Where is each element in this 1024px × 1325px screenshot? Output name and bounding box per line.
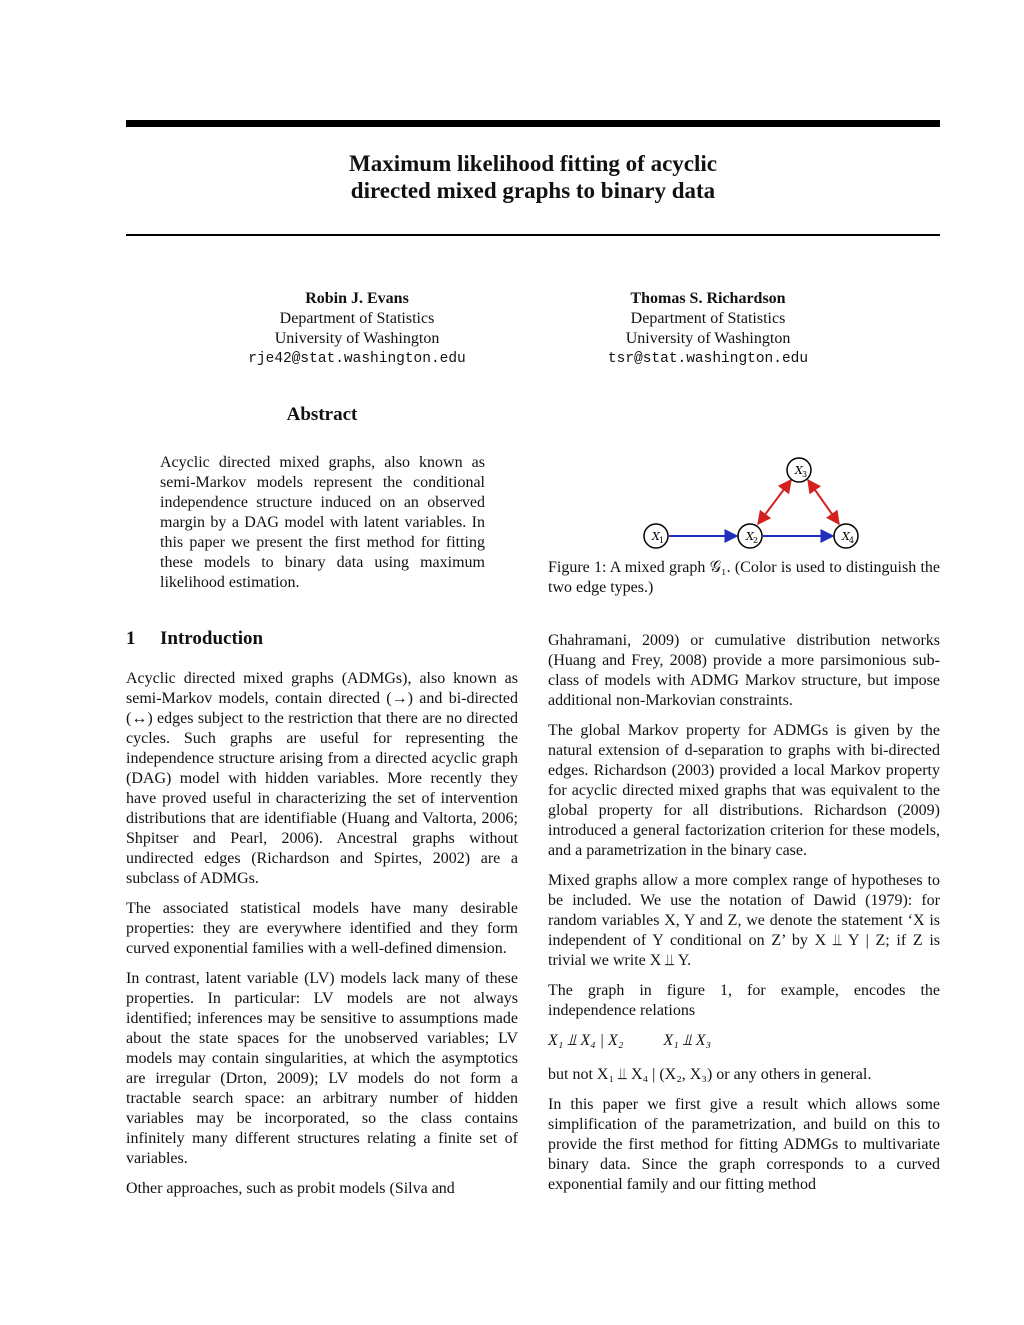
paragraph: In contrast, latent variable (LV) models lack many of these properties. In particular: LV models are not always identified; inferences may be sensitive to assumptions made about the state spaces for the unobserved variables; LV models may contain singularities, at which the asymptotics are irregular (Drton, 2009); LV models do not form a tractable search space: an arbitrary number of hidden variables may be incorporated, so the class contains infinitely many different structures relating a finite set of variables. [126,970,518,1167]
node-x4 [834,524,858,548]
author-block-evans [187,289,527,369]
right-column [548,631,940,1205]
author-email[interactable]: rje42@stat.washington.edu [248,351,466,367]
svg-text:3: 3 [802,470,808,479]
left-column [126,669,518,1209]
figure-1 [548,450,940,600]
section-number: 1 [126,628,136,649]
node-x1 [644,524,668,548]
author-university: University of Washington [625,330,791,347]
figure-caption: Figure 1: A mixed graph 𝒢₁. (Color is used to distinguish the two edge types.) [548,559,940,596]
author-university: University of Washington [274,330,440,347]
section-title: Introduction [160,628,264,649]
paragraph: In this paper we first give a result which allows some simplification of the parametrization, and build on this to provide the first method for fitting ADMGs to multivariate binary data. Since the graph corresponds to a curved exponential family and our fitting method [548,1096,940,1193]
author-name: Thomas S. Richardson [630,290,786,307]
paragraph: The global Markov property for ADMGs is given by the natural extension of d-separation to graphs with bi-directed edges. Richardson (2003) provided a local Markov property for acyclic directed mixed graphs that was equivalent to the global property for all distributions. Richardson (2009) introduced a general factorization criterion for these models, and a parametrization in the binary case. [548,722,940,859]
node-x2 [738,524,762,548]
paper-title [126,150,940,204]
paragraph: Acyclic directed mixed graphs (ADMGs), also known as semi-Markov models, contain directed (→) and bi-directed (↔) edges subject to the restriction that there are no directed cycles. Such graphs are useful for representing the independence structure arising from a directed acyclic graph (DAG) model with hidden variables. More recently they have proved useful in characterizing the set of intervention distributions that are identifiable (Huang and Valtorta, 2006; Shpitser and Pearl, 2006). Ancestral graphs without undirected edges (Richardson and Spirtes, 2002) are a subclass of ADMGs. [126,670,518,887]
mixed-graph-diagram [548,450,940,554]
paragraph: Mixed graphs allow a more complex range of hypotheses to be included. We use the notation of Dawid (1979): for random variables X, Y and Z, we denote the statement ‘X is independent of Y conditional on Z’ by X ⫫ Y | Z; if Z is trivial we write X ⫫ Y. [548,872,940,969]
paragraph: Other approaches, such as probit models (Silva and [126,1180,455,1197]
svg-text:2: 2 [753,536,759,545]
svg-text:X: X [795,464,803,477]
edge-x3-x2-bidirected [758,480,791,524]
paragraph: Ghahramani, 2009) or cumulative distribution networks (Huang and Frey, 2008) provide a more parsimonious sub-class of models with ADMG Markov structure, but impose additional non-Markovian constraints. [548,632,940,709]
title-bottom-rule [126,234,940,236]
svg-text:X: X [652,530,660,543]
section-heading-introduction [126,628,263,650]
title-line-2: directed mixed graphs to binary data [350,178,716,203]
title-line-1: Maximum likelihood fitting of acyclic [349,151,717,176]
svg-text:1: 1 [659,536,665,545]
paragraph: The graph in figure 1, for example, encodes the independence relations [548,982,940,1019]
edge-x3-x4-bidirected [808,480,839,524]
display-equation [548,1031,940,1051]
author-email[interactable]: tsr@stat.washington.edu [607,351,809,367]
abstract-text: Acyclic directed mixed graphs, also known as semi-Markov models represent the conditional independence structure induced on an observed margin by a DAG model with latent variables. In this paper we present the first method for fitting these models to binary data using maximum likelihood estimation. [160,454,485,591]
svg-text:4: 4 [849,536,855,545]
paragraph: The associated statistical models have many desirable properties: they are everywhere identified and they form curved exponential families with a well-defined dimension. [126,900,518,957]
equation-right: X₁ ⫫ X₃ [663,1032,712,1049]
author-department: Department of Statistics [630,310,786,327]
title-top-rule [126,120,940,127]
svg-text:X: X [842,530,850,543]
paragraph: but not X₁ ⫫ X₄ | (X₂, X₃) or any others in general. [548,1066,872,1083]
author-name: Robin J. Evans [305,290,409,307]
equation-left: X₁ ⫫ X₄ | X₂ [548,1032,624,1049]
author-block-richardson [538,289,878,369]
author-department: Department of Statistics [279,310,435,327]
node-x3 [787,458,811,482]
abstract-heading: Abstract [286,404,358,425]
svg-text:X: X [746,530,754,543]
